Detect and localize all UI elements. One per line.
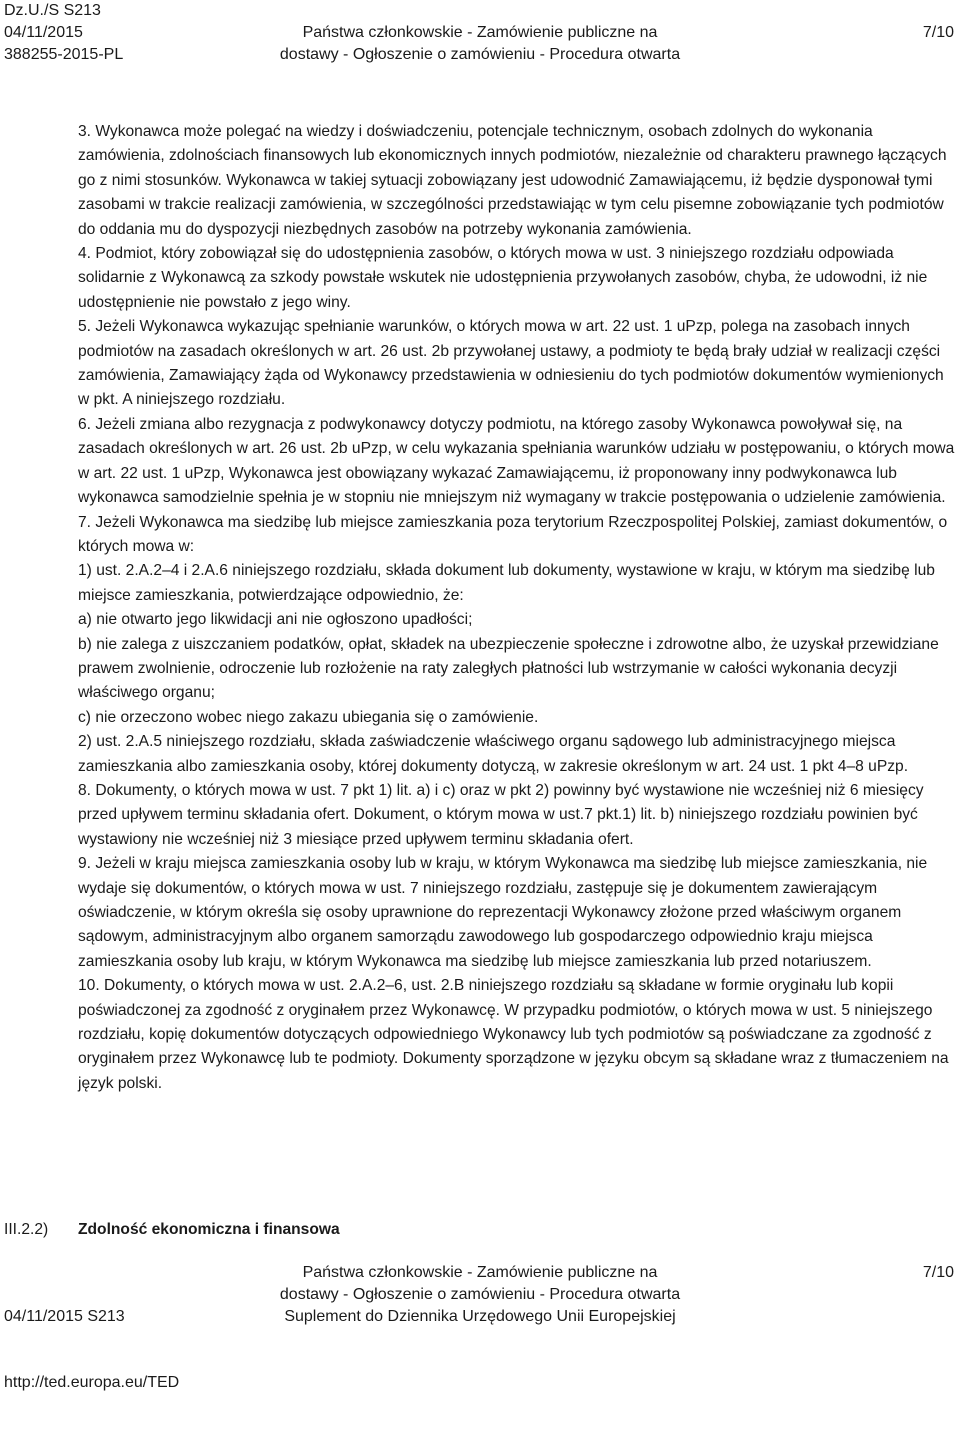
paragraph-7-1-a: a) nie otwarto jego likwidacji ani nie ogłoszono upadłości; xyxy=(78,611,473,629)
section-number: III.2.2) xyxy=(4,1221,49,1238)
paragraph-4: 4. Podmiot, który zobowiązał się do udostępnienia zasobów, o których mowa w ust. 3 niniejszego rozdziału odpowiada solidarnie z Wykonawcą za szkody powstałe wskutek nie udostępnienia przywołanych zasobów, chyba, że udowodni, iż nie udostępnienie nie powstało z jego winy. xyxy=(78,245,928,311)
footer-center xyxy=(0,1262,960,1328)
footer-date-ref: 04/11/2015 S213 xyxy=(4,1308,125,1325)
header-center xyxy=(0,22,960,66)
paragraph-8: 8. Dokumenty, o których mowa w ust. 7 pkt 1) lit. a) i c) oraz w pkt 2) powinny być wystawione nie wcześniej niż 6 miesięcy przed upływem terminu składania ofert. Dokument, o którym mowa w ust.7 pkt.1) lit. b) niniejszego rozdziału powinien być wystawiony nie wcześniej niż 3 miesiące przed upływem terminu składania ofert. xyxy=(78,781,924,848)
paragraph-5: 5. Jeżeli Wykonawca wykazując spełnianie warunków, o których mowa w art. 22 ust. 1 uPzp, polega na zasobach innych podmiotów na zasadach określonych w art. 26 ust. 2b przywołanej ustawy, a podmioty te będą brały udział w realizacji części zamówienia, Zamawiający żąda od Wykonawcy przedstawienia w odniesieniu do tych podmiotów dokumentów wymienionych w pkt. A niniejszego rozdziału. xyxy=(78,318,944,409)
footer-page-number: 7/10 xyxy=(922,1264,954,1281)
document-body xyxy=(78,120,958,1096)
paragraph-7-1-c: c) nie orzeczono wobec niego zakazu ubiegania się o zamówienie. xyxy=(78,708,539,726)
header-date: 04/11/2015 xyxy=(4,24,83,41)
paragraph-9: 9. Jeżeli w kraju miejsca zamieszkania osoby lub w kraju, w którym Wykonawca ma siedzibę lub miejsce zamieszkania, nie wydaje się dokumentów, o których mowa w ust. 7 niniejszego rozdziału, zastępuje się je dokumentem zawierającym oświadczenie, w którym określa się osoby uprawnione do reprezentacji Wykonawcy złożone przed właściwym organem sądowym, administracyjnym albo organem samorządu zawodowego lub gospodarczego odpowiednio kraju miejsca zamieszkania osoby lub kraju, w którym Wykonawca ma siedzibę lub miejsce zamieszkania lub przed notariuszem. xyxy=(78,855,928,970)
notice-number: 388255-2015-PL xyxy=(4,46,124,63)
header-title-line-2: dostawy - Ogłoszenie o zamówieniu - Procedura otwarta xyxy=(279,46,681,63)
footer-title-line-2: dostawy - Ogłoszenie o zamówieniu - Procedura otwarta xyxy=(279,1286,681,1303)
paragraph-7-1-b: b) nie zalega z uiszczaniem podatków, opłat, składek na ubezpieczenie społeczne i zdrowotne albo, że uzyskał przewidziane prawem zwolnienie, odroczenie lub rozłożenie na raty zaległych płatności lub wstrzymanie w całości wykonania decyzji właściwego organu; xyxy=(78,635,939,702)
footer-url: http://ted.europa.eu/TED xyxy=(4,1374,180,1391)
paragraph-7-1: 1) ust. 2.A.2–4 i 2.A.6 niniejszego rozdziału, składa dokument lub dokumenty, wystawione w kraju, w którym ma siedzibę lub miejsce zamieszkania, potwierdzające odpowiednio, że: xyxy=(78,562,935,604)
page-header xyxy=(0,0,960,70)
page-footer xyxy=(0,1262,960,1391)
paragraph-7: 7. Jeżeli Wykonawca ma siedzibę lub miejsce zamieszkania poza terytorium Rzeczpospolitej Polskiej, zamiast dokumentów, o których mowa w: xyxy=(78,513,948,555)
header-title-line-1: Państwa członkowskie - Zamówienie publiczne na xyxy=(302,24,658,41)
footer-supplement: Suplement do Dziennika Urzędowego Unii Europejskiej xyxy=(284,1308,676,1325)
footer-title-line-1: Państwa członkowskie - Zamówienie publiczne na xyxy=(302,1264,658,1281)
paragraph-10: 10. Dokumenty, o których mowa w ust. 2.A.2–6, ust. 2.B niniejszego rozdziału są składane w formie oryginału lub kopii poświadczonej za zgodność z oryginałem przez Wykonawcę. W przypadku podmiotów, o których mowa w ust. 5 niniejszego rozdziału, kopię dokumentów dotyczących odpowiedniego Wykonawcy lub tych podmiotów są poświadczane za zgodność z oryginałem przez Wykonawcę lub te podmioty. Dokumenty sporządzone w języku obcym są składane wraz z tłumaczeniem na język polski. xyxy=(78,977,949,1092)
paragraph-6: 6. Jeżeli zmiana albo rezygnacja z podwykonawcy dotyczy podmiotu, na którego zasoby Wykonawca powoływał się, na zasadach określonych w art. 26 ust. 2b uPzp, w celu wykazania spełniania warunków udziału w postępowaniu, o których mowa w art. 22 ust. 1 uPzp, Wykonawca jest obowiązany wykazać Zamawiającemu, iż proponowany inny podwykonawca lub wykonawca samodzielnie spełnia je w stopniu nie mniejszym niż wymagany w trakcie postępowania o udzielenie zamówienia. xyxy=(78,415,955,507)
paragraph-3: 3. Wykonawca może polegać na wiedzy i doświadczeniu, potencjale technicznym, osobach zdolnych do wykonania zamówienia, zdolnościach finansowych lub ekonomicznych innych podmiotów, niezależnie od charakteru prawnego łączących go z nimi stosunków. Wykonawca w takiej sytuacji zobowiązany jest udowodnić Zamawiającemu, iż będzie dysponował tymi zasobami w trakcie realizacji zamówienia, w szczególności przedstawiając w tym celu pisemne zobowiązanie tych podmiotów do oddania mu do dyspozycji niezbędnych zasobów na potrzeby wykonania zamówienia. xyxy=(78,123,947,238)
header-page-number: 7/10 xyxy=(922,24,954,41)
paragraph-7-2: 2) ust. 2.A.5 niniejszego rozdziału, składa zaświadczenie właściwego organu sądowego lub administracyjnego miejsca zamieszkania albo zamieszkania osoby, której dokumenty dotyczą, w zakresie określonym w art. 24 ust. 1 pkt 4–8 uPzp. xyxy=(78,733,909,775)
journal-ref: Dz.U./S S213 xyxy=(4,2,101,19)
section-title: Zdolność ekonomiczna i finansowa xyxy=(78,1221,340,1238)
